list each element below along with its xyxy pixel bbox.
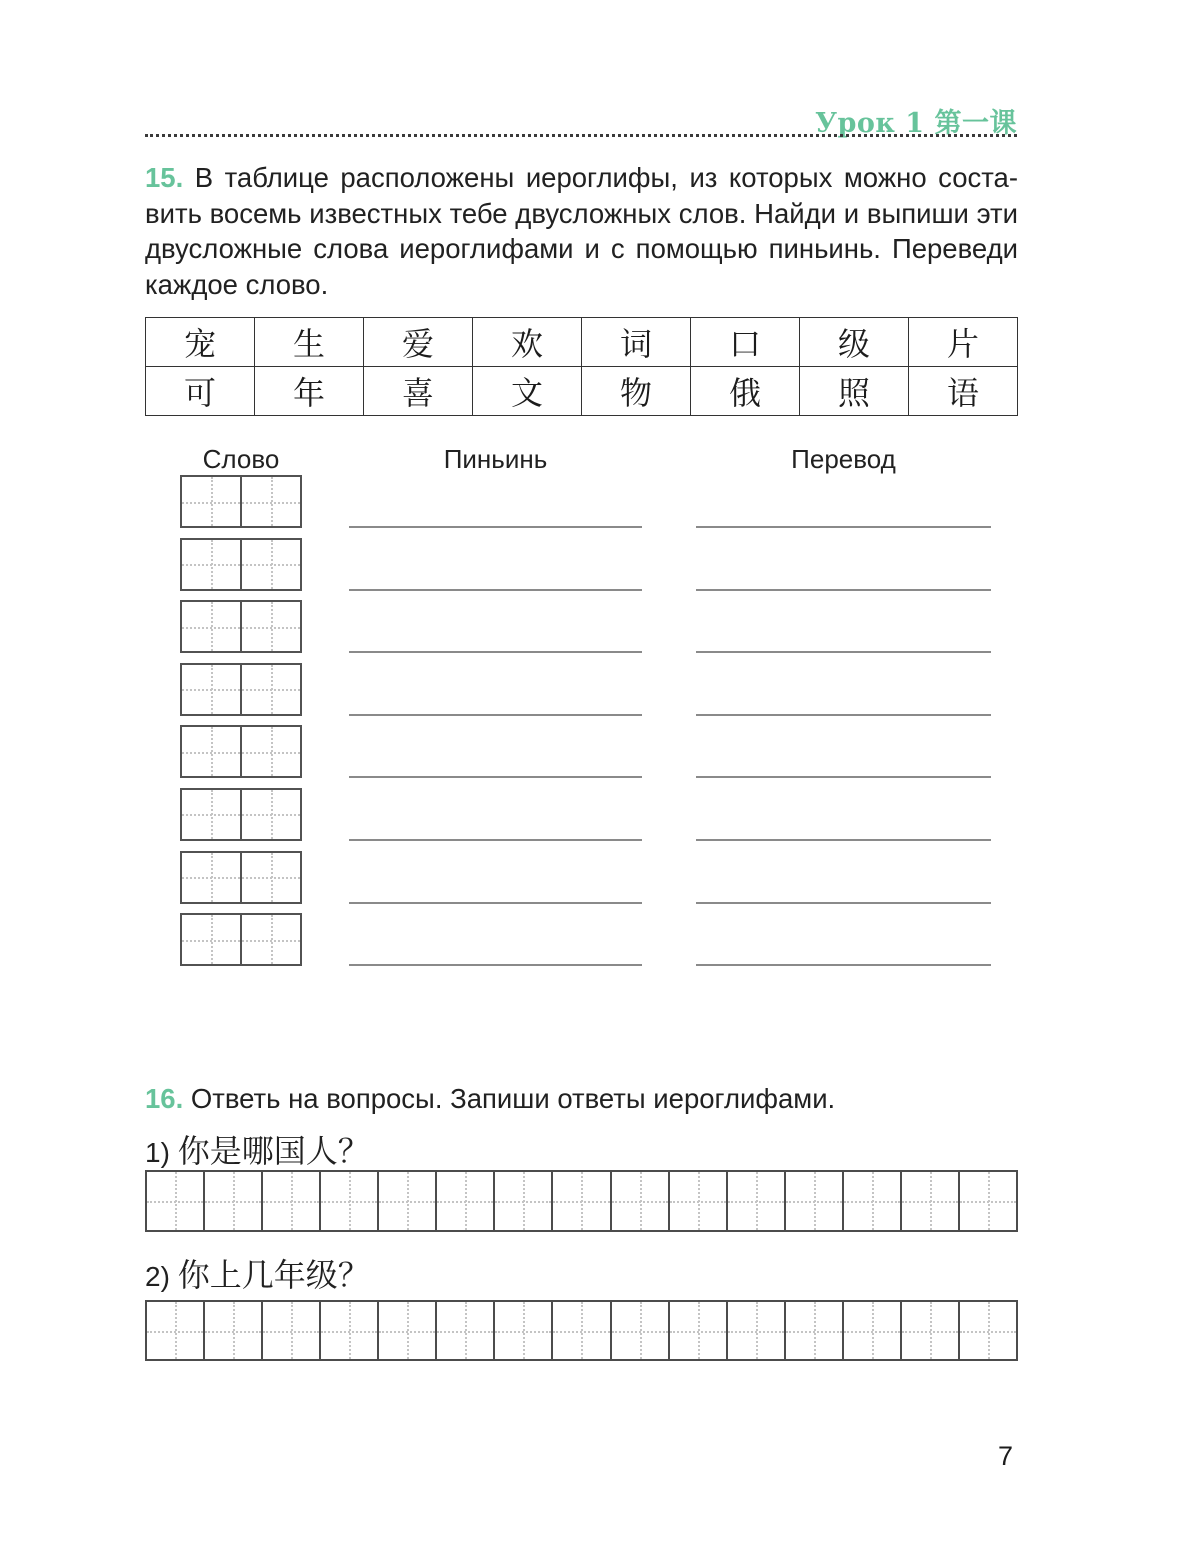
column-header-pinyin: Пиньинь [443, 444, 548, 474]
character-box[interactable] [182, 477, 240, 526]
character-cell: 物 [582, 367, 691, 416]
hanzi-answer-cell[interactable] [147, 1172, 205, 1230]
translation-writing-line[interactable] [696, 775, 991, 778]
translation-writing-line[interactable] [696, 650, 991, 653]
character-cell: 语 [909, 367, 1018, 416]
hanzi-answer-cell[interactable] [553, 1302, 611, 1359]
character-box[interactable] [240, 477, 300, 526]
character-box[interactable] [240, 853, 300, 902]
character-cell: 欢 [473, 318, 582, 367]
question-2 [145, 1250, 370, 1296]
character-cell: 文 [473, 367, 582, 416]
word-writing-boxes[interactable] [180, 538, 302, 591]
instruction-text: В таблице расположены иероглифы, из которых можно соста- [194, 162, 1019, 193]
column-header-translation: Перевод [791, 444, 896, 474]
exercise-15-number: 15. [145, 162, 184, 193]
question-1 [145, 1126, 370, 1172]
word-writing-boxes[interactable] [180, 600, 302, 653]
translation-writing-line[interactable] [696, 713, 991, 716]
answer-row [145, 663, 1018, 716]
pinyin-writing-line[interactable] [349, 963, 642, 966]
question-1-text: 你是哪国人？ [177, 1132, 370, 1170]
character-cell: 词 [582, 318, 691, 367]
instruction-line: вить восемь известных тебе двусложных слов. Найди и выпиши эти [145, 197, 1018, 229]
hanzi-answer-cell[interactable] [844, 1302, 902, 1359]
character-cell: 年 [255, 367, 364, 416]
answer-grid-1 [145, 1170, 1018, 1232]
hanzi-answer-cell[interactable] [553, 1172, 611, 1230]
pinyin-writing-line[interactable] [349, 713, 642, 716]
instruction-line: каждое слово. [145, 268, 329, 300]
hanzi-answer-cell[interactable] [205, 1172, 263, 1230]
exercise-15-instruction [145, 160, 1018, 302]
character-cell: 喜 [364, 367, 473, 416]
hanzi-answer-cell[interactable] [379, 1302, 437, 1359]
pinyin-writing-line[interactable] [349, 901, 642, 904]
character-cell: 可 [146, 367, 255, 416]
column-header-word: Слово [202, 444, 280, 474]
hanzi-answer-cell[interactable] [960, 1302, 1016, 1359]
character-box[interactable] [182, 540, 240, 589]
answer-row [145, 725, 1018, 778]
character-table [145, 317, 1018, 416]
pinyin-writing-line[interactable] [349, 525, 642, 528]
hanzi-answer-cell[interactable] [844, 1172, 902, 1230]
instruction-line [145, 160, 1018, 196]
lesson-title: Урок 1 第一课 [815, 108, 1017, 139]
hanzi-answer-cell[interactable] [612, 1172, 670, 1230]
answer-grid-2 [145, 1300, 1018, 1361]
character-box[interactable] [182, 727, 240, 776]
hanzi-answer-cell[interactable] [670, 1302, 728, 1359]
word-writing-boxes[interactable] [180, 663, 302, 716]
word-writing-boxes[interactable] [180, 913, 302, 966]
hanzi-answer-cell[interactable] [902, 1302, 960, 1359]
character-cell: 俄 [691, 367, 800, 416]
translation-writing-line[interactable] [696, 588, 991, 591]
word-writing-boxes[interactable] [180, 851, 302, 904]
hanzi-answer-cell[interactable] [437, 1302, 495, 1359]
pinyin-writing-line[interactable] [349, 650, 642, 653]
answer-column-headers [145, 444, 1018, 478]
hanzi-answer-cell[interactable] [612, 1302, 670, 1359]
hanzi-answer-cell[interactable] [786, 1302, 844, 1359]
character-box[interactable] [240, 790, 300, 839]
hanzi-answer-cell[interactable] [205, 1302, 263, 1359]
pinyin-writing-line[interactable] [349, 588, 642, 591]
hanzi-answer-cell[interactable] [147, 1302, 205, 1359]
word-writing-boxes[interactable] [180, 475, 302, 528]
question-1-label: 1) [145, 1137, 170, 1168]
hanzi-answer-cell[interactable] [495, 1302, 553, 1359]
hanzi-answer-cell[interactable] [670, 1172, 728, 1230]
character-cell: 照 [800, 367, 909, 416]
answer-row [145, 475, 1018, 528]
pinyin-writing-line[interactable] [349, 838, 642, 841]
word-writing-boxes[interactable] [180, 725, 302, 778]
character-box[interactable] [240, 540, 300, 589]
character-box[interactable] [182, 915, 240, 964]
character-box[interactable] [182, 602, 240, 651]
answer-row [145, 788, 1018, 841]
character-box[interactable] [240, 727, 300, 776]
hanzi-answer-cell[interactable] [495, 1172, 553, 1230]
translation-writing-line[interactable] [696, 525, 991, 528]
hanzi-answer-cell[interactable] [321, 1302, 379, 1359]
hanzi-answer-cell[interactable] [379, 1172, 437, 1230]
question-2-label: 2) [145, 1261, 170, 1292]
character-cell: 口 [691, 318, 800, 367]
hanzi-answer-cell[interactable] [902, 1172, 960, 1230]
character-table-row [146, 367, 1018, 416]
instruction-line: двусложные слова иероглифами и с помощью пиньинь. Переведи [145, 233, 1018, 264]
translation-writing-line[interactable] [696, 901, 991, 904]
question-2-text: 你上几年级？ [177, 1256, 370, 1294]
translation-writing-line[interactable] [696, 838, 991, 841]
character-box[interactable] [182, 665, 240, 714]
hanzi-answer-cell[interactable] [263, 1302, 321, 1359]
instruction-text: Ответь на вопросы. Запиши ответы иероглифами. [190, 1083, 836, 1114]
hanzi-answer-cell[interactable] [263, 1172, 321, 1230]
answer-row [145, 538, 1018, 591]
answer-row [145, 913, 1018, 966]
hanzi-answer-cell[interactable] [786, 1172, 844, 1230]
hanzi-answer-cell[interactable] [437, 1172, 495, 1230]
exercise-16-instruction [145, 1083, 1018, 1115]
character-table-body [146, 318, 1018, 416]
answer-row [145, 851, 1018, 904]
answer-rows [145, 475, 1018, 976]
character-table-row [146, 318, 1018, 367]
character-cell: 片 [909, 318, 1018, 367]
answer-row [145, 600, 1018, 653]
exercise-16-number: 16. [145, 1083, 184, 1114]
character-cell: 级 [800, 318, 909, 367]
character-cell: 宠 [146, 318, 255, 367]
character-cell: 爱 [364, 318, 473, 367]
character-box[interactable] [182, 853, 240, 902]
page-number: 7 [998, 1441, 1014, 1471]
character-box[interactable] [240, 915, 300, 964]
header-divider [145, 134, 1017, 137]
hanzi-answer-cell[interactable] [960, 1172, 1016, 1230]
character-box[interactable] [240, 602, 300, 651]
hanzi-answer-cell[interactable] [728, 1302, 786, 1359]
translation-writing-line[interactable] [696, 963, 991, 966]
character-cell: 生 [255, 318, 364, 367]
hanzi-answer-cell[interactable] [321, 1172, 379, 1230]
word-writing-boxes[interactable] [180, 788, 302, 841]
character-box[interactable] [182, 790, 240, 839]
hanzi-answer-cell[interactable] [728, 1172, 786, 1230]
pinyin-writing-line[interactable] [349, 775, 642, 778]
character-box[interactable] [240, 665, 300, 714]
